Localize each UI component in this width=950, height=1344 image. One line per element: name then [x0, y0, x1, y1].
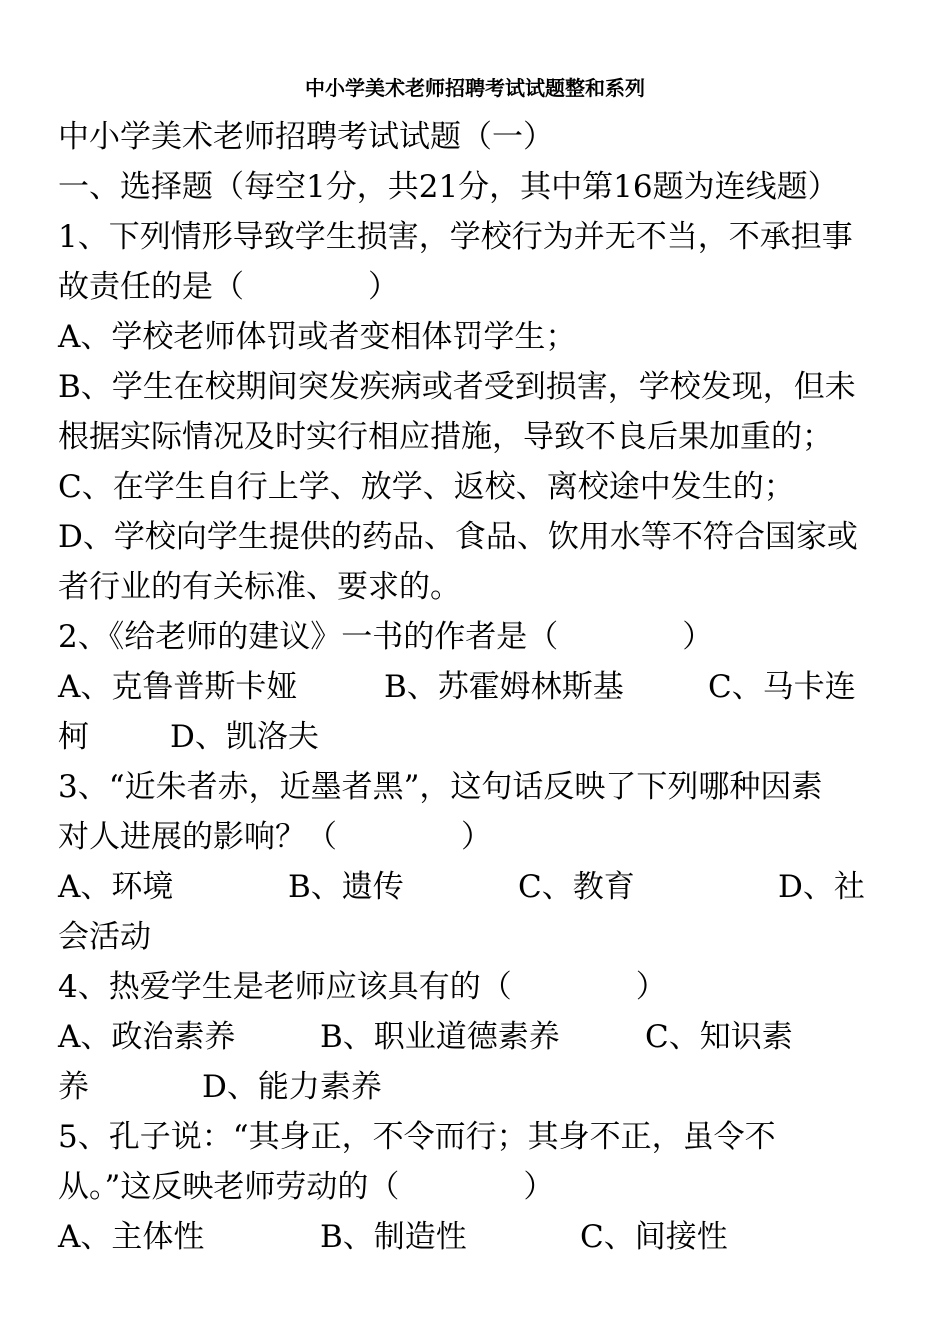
question-2-option-a: A、克鲁普斯卡娅 [58, 669, 298, 705]
question-3-stem-line-1: 3、“近朱者赤，近墨者黑”，这句话反映了下列哪种因素 [58, 769, 823, 805]
exam-title: 中小学美术老师招聘考试试题（一） [58, 119, 554, 155]
question-3-stem-close: ） [461, 819, 492, 855]
question-1-option-c: C、在学生自行上学、放学、返校、离校途中发生的； [58, 469, 795, 505]
document-header: 中小学美术老师招聘考试试题整和系列 [305, 76, 645, 100]
question-5-option-b: B、制造性 [320, 1219, 467, 1255]
question-2-option-c-wrap: 柯 [58, 719, 89, 755]
question-3-option-b: B、遗传 [288, 869, 404, 905]
question-4-option-a: A、政治素养 [58, 1019, 236, 1055]
question-4-option-b: B、职业道德素养 [320, 1019, 560, 1055]
question-1-option-b-line-2: 根据实际情况及时实行相应措施，导致不良后果加重的； [58, 419, 833, 455]
question-4-stem-text: 4、热爱学生是老师应该具有的（ [58, 969, 512, 1005]
question-3-stem-line-2 [58, 812, 492, 862]
question-1-stem-line-2 [58, 262, 399, 312]
question-2-stem-close: ） [682, 619, 714, 655]
question-5-stem-line-1: 5、孔子说：“其身正，不令而行；其身不正，虽令不 [58, 1119, 776, 1155]
question-4-option-c: C、知识素 [645, 1019, 793, 1055]
question-5-stem-line-2 [58, 1162, 554, 1212]
question-1-option-d-line-1: D、学校向学生提供的药品、食品、饮用水等不符合国家或 [58, 519, 858, 555]
question-5-option-c: C、间接性 [580, 1219, 728, 1255]
question-5-stem-text: 从。”这反映老师劳动的（ [58, 1169, 400, 1205]
question-2-option-c: C、马卡连 [708, 669, 856, 705]
question-5-option-a: A、主体性 [58, 1219, 205, 1255]
section-title: 一、选择题（每空1分，共21分，其中第16题为连线题） [58, 169, 839, 205]
question-4-stem [58, 962, 667, 1012]
question-1-option-a: A、学校老师体罚或者变相体罚学生； [58, 319, 577, 355]
question-1-stem-line-1: 1、下列情形导致学生损害，学校行为并无不当，不承担事 [58, 219, 853, 255]
question-4-option-c-wrap: 养 [58, 1069, 89, 1105]
question-2-option-b: B、苏霍姆林斯基 [384, 669, 624, 705]
question-3-option-d: D、社 [778, 869, 865, 905]
question-3-option-c: C、教育 [518, 869, 635, 905]
question-2-option-d: D、凯洛夫 [170, 719, 319, 755]
question-3-option-d-wrap: 会活动 [58, 919, 151, 955]
question-1-option-d-line-2: 者行业的有关标准、要求的。 [58, 569, 461, 605]
question-3-stem-text: 对人进展的影响？（ [58, 819, 337, 855]
question-3-option-a: A、环境 [58, 869, 174, 905]
question-2-stem-text: 2、《给老师的建议》一书的作者是（ [58, 619, 559, 655]
question-1-stem-text: 故责任的是（ [58, 269, 244, 305]
question-1-option-b-line-1: B、学生在校期间突发疾病或者受到损害，学校发现，但未 [58, 369, 856, 405]
question-1-stem-close: ） [368, 269, 399, 305]
question-2-stem [58, 612, 713, 662]
question-5-stem-close: ） [523, 1169, 555, 1205]
question-4-option-d: D、能力素养 [202, 1069, 382, 1105]
question-4-stem-close: ） [635, 969, 667, 1005]
